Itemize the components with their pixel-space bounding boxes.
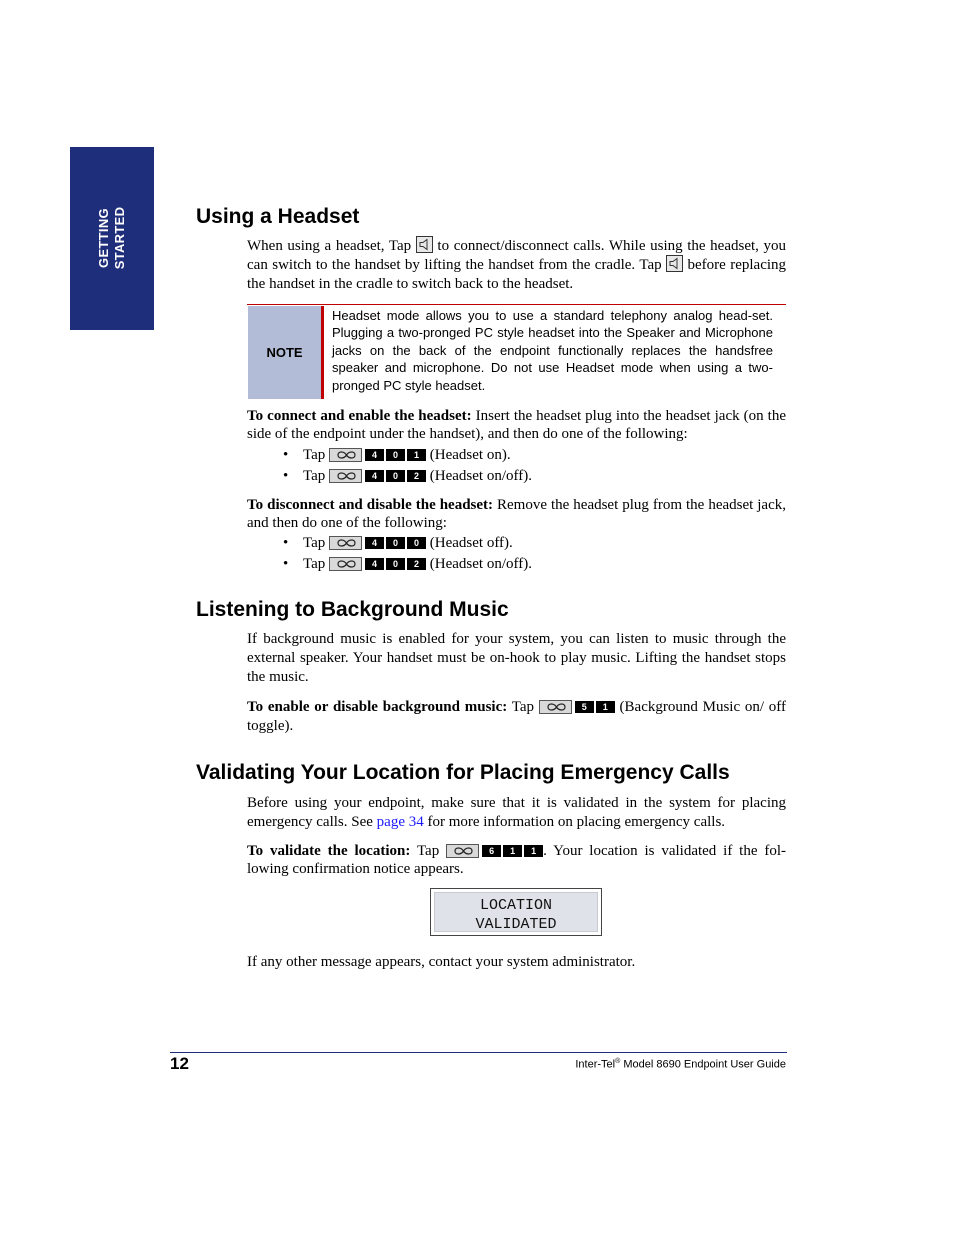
side-tab-line1: GETTING bbox=[96, 208, 111, 268]
headset-intro-part2: to connect/disconnect calls. While using the headset, you can switch to the handset by lifting the handset from the cradle. Tap bbox=[247, 238, 787, 273]
connect-text: Insert the headset plug into the headset jack (on the side of the endpoint under the handset), and then do one of the following: bbox=[247, 408, 786, 442]
note-divider bbox=[321, 306, 324, 399]
key-0: 0 bbox=[386, 449, 405, 461]
heading-using-headset: Using a Headset bbox=[196, 205, 360, 228]
music-instructions: To enable or disable background music: Tap 5 1 (Background Music on/ off toggle). bbox=[247, 699, 787, 734]
heading-validating-location: Validating Your Location for Placing Emergency Calls bbox=[196, 761, 730, 784]
footer-title: Inter-Tel® Model 8690 Endpoint User Guide bbox=[575, 1058, 786, 1071]
feature-key-icon bbox=[329, 448, 362, 462]
feature-key-icon bbox=[539, 700, 572, 714]
side-tab-label bbox=[96, 207, 128, 270]
page-number: 12 bbox=[170, 1054, 189, 1073]
lcd-screen bbox=[434, 892, 598, 932]
lcd-line2: VALIDATED bbox=[475, 916, 557, 933]
heading-background-music: Listening to Background Music bbox=[196, 598, 509, 621]
key-4: 4 bbox=[365, 537, 384, 549]
headset-intro bbox=[247, 237, 786, 294]
music-intro: If background music is enabled for your system, you can listen to music through the external speaker. Your handset must be on-hook to play music. Lifting the handset stops the music. bbox=[247, 631, 786, 685]
disconnect-instructions bbox=[247, 496, 786, 532]
lcd-display bbox=[430, 888, 602, 936]
key-0: 0 bbox=[407, 537, 426, 549]
key-0: 0 bbox=[386, 470, 405, 482]
feature-key-icon bbox=[329, 469, 362, 483]
connect-options-list bbox=[283, 445, 532, 487]
validate-instructions: To validate the location: Tap 6 1 1 . Your location is validated if the fol-lowing confirmation notice appears. bbox=[247, 843, 787, 877]
key-5: 5 bbox=[575, 701, 594, 713]
note-box bbox=[247, 304, 786, 399]
emergency-closing: If any other message appears, contact your system administrator. bbox=[247, 954, 636, 970]
key-6: 6 bbox=[482, 845, 501, 857]
key-1: 1 bbox=[596, 701, 615, 713]
disconnect-lead: To disconnect and disable the headset: bbox=[247, 497, 494, 513]
key-0: 0 bbox=[386, 558, 405, 570]
key-0: 0 bbox=[386, 537, 405, 549]
list-item: • Tap 4 0 2 (Headset on/off). bbox=[283, 466, 532, 487]
key-4: 4 bbox=[365, 470, 384, 482]
side-tab-line2: STARTED bbox=[112, 206, 127, 270]
connect-instructions bbox=[247, 407, 786, 443]
key-4: 4 bbox=[365, 558, 384, 570]
disconnect-options-list bbox=[283, 533, 532, 575]
connect-lead: To connect and enable the headset: bbox=[247, 408, 472, 424]
headset-intro-part3: before replacing the handset in the cradle to switch back to the headset. bbox=[247, 257, 787, 292]
key-1: 1 bbox=[407, 449, 426, 461]
speaker-icon bbox=[416, 236, 433, 253]
footer-rule bbox=[170, 1052, 787, 1053]
music-lead: To enable or disable background music: bbox=[247, 699, 508, 715]
emergency-intro: Before using your endpoint, make sure that it is validated in the system for placing emergency calls. See page 34 for more information on placing emergency calls. bbox=[247, 795, 786, 830]
speaker-icon bbox=[666, 255, 683, 272]
feature-key-icon bbox=[329, 536, 362, 550]
disconnect-text: Remove the headset plug from the headset jack, and then do one of the following: bbox=[247, 497, 786, 531]
key-2: 2 bbox=[407, 558, 426, 570]
feature-key-icon bbox=[446, 844, 479, 858]
validate-lead: To validate the location: bbox=[247, 843, 411, 859]
list-item: • Tap 4 0 1 (Headset on). bbox=[283, 445, 532, 466]
list-item: • Tap 4 0 0 (Headset off). bbox=[283, 533, 532, 554]
note-label: NOTE bbox=[248, 306, 321, 399]
key-1: 1 bbox=[503, 845, 522, 857]
page-34-link[interactable]: page 34 bbox=[376, 814, 424, 830]
list-item: • Tap 4 0 2 (Headset on/off). bbox=[283, 554, 532, 575]
key-2: 2 bbox=[407, 470, 426, 482]
key-4: 4 bbox=[365, 449, 384, 461]
feature-key-icon bbox=[329, 557, 362, 571]
headset-intro-part1: When using a headset, Tap bbox=[247, 238, 412, 254]
lcd-message bbox=[435, 896, 597, 934]
note-text: Headset mode allows you to use a standard telephony analog head-set. Plugging a two-pronged PC style headset into the Speaker and Microphone jacks on the back of the endpoint functionally replaces the handsfree speaker and microphone. Do not use Headset mode when using a two-pronged PC style headset. bbox=[332, 308, 773, 393]
lcd-line1: LOCATION bbox=[479, 897, 552, 914]
key-1: 1 bbox=[524, 845, 543, 857]
